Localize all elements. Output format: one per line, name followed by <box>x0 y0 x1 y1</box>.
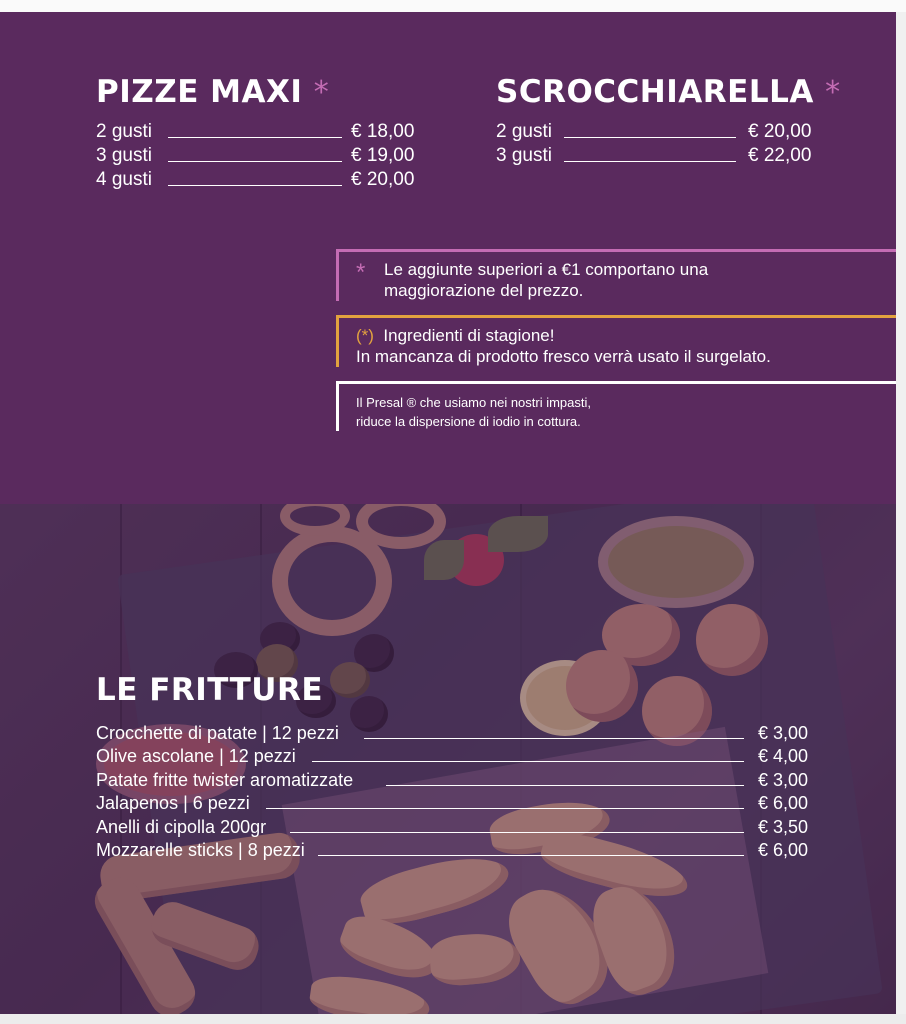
note-line-1: Le aggiunte superiori a €1 comportano una <box>384 260 709 279</box>
note-presal <box>336 381 896 443</box>
dotted-leader <box>364 738 744 739</box>
dotted-leader <box>168 137 342 138</box>
note-top-line <box>336 249 896 252</box>
list-item <box>96 120 426 144</box>
item-label: 3 gusti <box>496 145 552 166</box>
dotted-leader <box>564 137 736 138</box>
bottom-margin <box>0 1014 906 1024</box>
item-label: 4 gusti <box>96 169 152 190</box>
item-label: 2 gusti <box>96 121 152 142</box>
item-label: 2 gusti <box>496 121 552 142</box>
note-text <box>356 393 856 431</box>
item-label: 3 gusti <box>96 145 152 166</box>
list-item <box>96 144 426 168</box>
list-item <box>96 816 826 839</box>
dotted-leader <box>386 785 744 786</box>
dotted-leader <box>290 832 744 833</box>
right-margin <box>896 12 906 1014</box>
item-price: € 20,00 <box>748 121 812 142</box>
note-line-1 <box>356 325 896 346</box>
dotted-leader <box>318 855 744 856</box>
scrocchiarella-title <box>496 74 841 110</box>
dotted-leader <box>266 808 744 809</box>
asterisk-icon: * <box>313 75 330 110</box>
item-label: Crocchette di patate | 12 pezzi <box>96 723 339 743</box>
list-item <box>496 120 826 144</box>
list-item <box>496 144 826 168</box>
note-mark: (*) <box>356 326 374 345</box>
item-label: Mozzarelle sticks | 8 pezzi <box>96 839 305 860</box>
list-item <box>96 839 826 862</box>
note-text <box>384 259 884 301</box>
list-item <box>96 745 826 768</box>
item-label: Patate fritte twister aromatizzate <box>96 769 354 790</box>
item-price: € 22,00 <box>748 145 812 166</box>
fritture-list <box>96 722 826 862</box>
note-side-bar <box>336 249 339 301</box>
item-label: Anelli di cipolla 200gr <box>96 816 267 837</box>
item-label: Jalapenos | 6 pezzi <box>96 793 250 814</box>
note-text <box>356 325 896 367</box>
note-line-1-text: Ingredienti di stagione! <box>383 326 555 345</box>
note-seasonal <box>336 315 896 377</box>
scrocchiarella-list <box>496 120 826 168</box>
item-price: € 3,50 <box>758 816 809 837</box>
item-price: € 4,00 <box>758 746 809 767</box>
dotted-leader <box>168 185 342 186</box>
pizze-maxi-list <box>96 120 426 192</box>
asterisk-icon: * <box>356 259 366 286</box>
item-price: € 6,00 <box>758 839 809 860</box>
item-price: € 18,00 <box>351 121 415 142</box>
note-line-1: Il Presal ® che usiamo nei nostri impasti, <box>356 395 592 410</box>
scrocchiarella-title-text: SCROCCHIARELLA <box>496 74 814 110</box>
asterisk-icon: * <box>825 75 841 110</box>
note-side-bar <box>336 381 339 431</box>
note-line-2: maggiorazione del prezzo. <box>384 281 584 300</box>
note-additions <box>336 249 896 311</box>
item-price: € 3,00 <box>758 769 809 790</box>
list-item <box>96 792 826 815</box>
fritture-title-text: LE FRITTURE <box>96 672 324 708</box>
dotted-leader <box>312 761 744 762</box>
item-price: € 3,00 <box>758 723 809 743</box>
note-line-2: riduce la dispersione di iodio in cottura. <box>356 414 581 429</box>
list-item <box>96 769 826 792</box>
fritture-title <box>96 672 323 708</box>
pizze-maxi-title <box>96 74 329 110</box>
note-top-line <box>336 315 896 318</box>
dotted-leader <box>564 161 736 162</box>
item-price: € 6,00 <box>758 793 809 814</box>
list-item <box>96 168 426 192</box>
item-label: Olive ascolane | 12 pezzi <box>96 746 296 767</box>
top-margin <box>0 0 906 12</box>
item-price: € 20,00 <box>351 169 415 190</box>
list-item <box>96 722 826 745</box>
note-line-2: In mancanza di prodotto fresco verrà usato il surgelato. <box>356 347 771 366</box>
note-side-bar <box>336 315 339 367</box>
menu-page <box>0 12 896 1014</box>
note-top-line <box>336 381 896 384</box>
dotted-leader <box>168 161 342 162</box>
item-price: € 19,00 <box>351 145 415 166</box>
pizze-maxi-title-text: PIZZE MAXI <box>96 74 303 110</box>
